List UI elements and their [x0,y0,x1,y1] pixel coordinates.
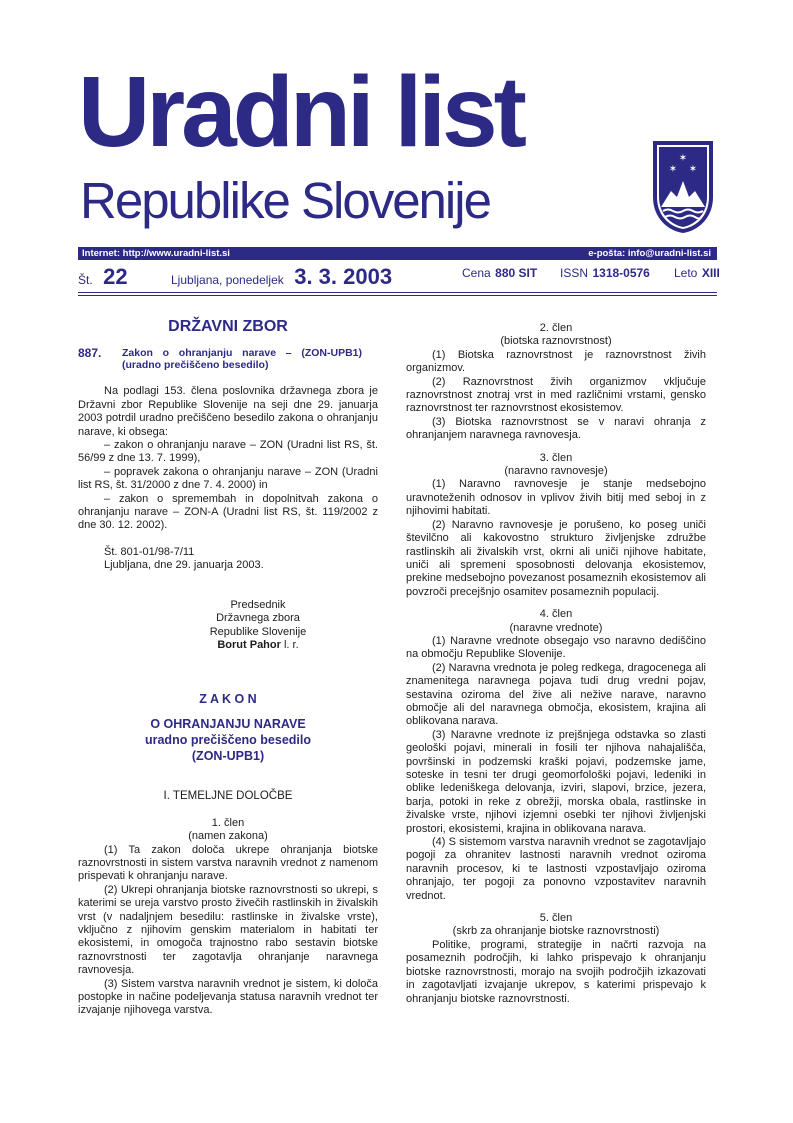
section-heading: DRŽAVNI ZBOR [168,318,288,335]
price-value: 880 SIT [495,266,538,280]
svg-text:✶: ✶ [688,164,698,175]
paragraph: (1) Naravne vrednote obsegajo vso naravno dediščino na območju Republike Slovenije. [406,634,706,661]
law-title: O OHRANJANJU NARAVE [150,717,306,732]
article-title: (skrb za ohranjanje biotske raznovrstnosti) [452,925,660,938]
signature-name-line [78,639,378,652]
signature-name: Borut Pahor [217,638,281,651]
paragraph: (3) Biotska raznovrstnost se v naravi ohranja z ohranjanjem naravnega ravnovesja. [406,415,706,442]
signature-suffix: l. r. [280,638,299,651]
masthead-subtitle: Republike Slovenije [80,172,490,229]
article-title: (biotska raznovrstnost) [500,335,612,348]
paragraph: Politike, programi, strategije in načrti razvoja na posameznih področjih, ki lahko prispevajo k ohranjanju biotske raznovrstnosti, morajo na svojih področjih izkazovati in zagotavljati izvajanje ukrepov, s katerimi prispevajo k ohranjanju biotske raznovrstnosti. [406,938,706,1005]
article-number: 5. člen [539,912,573,925]
issn-value: 1318-0576 [592,266,650,280]
act-heading [78,347,378,371]
header-rule-2 [78,295,717,296]
masthead-title: Uradni list [78,56,523,168]
coat-of-arms-icon [651,139,715,235]
law-heading: Z A K O N [199,692,257,707]
issue-date [171,264,392,290]
reference-number: Št. 801-01/98-7/11 [104,545,195,558]
paragraph: (1) Biotska raznovrstnost je raznovrstnost živih organizmov. [406,348,706,375]
paragraph: (3) Naravne vrednote iz prejšnjega odstavka so zlasti geološki pojavi, minerali in fosili ter njihova nahajališča, površinski in podzemski kraški pojavi, podzemske jame, soteske in tesni ter drugi geomorfološki pojavi, ledeniki in oblike ledeniškega delovanja, izviri, slapovi, brzice, jezera, barja, potoki in reke z obrežji, morska obala, rastlinske in živalske vrste, njihovi izjemni osebki ter njihovi življenjski prostori, ekosistemi, krajina in oblikovana narava. [406,728,706,835]
signature-role: Državnega zbora [216,612,300,625]
issue-date-value: 3. 3. 2003 [294,264,393,289]
article-number: 2. člen [539,322,573,334]
svg-text:✶: ✶ [668,164,678,175]
right-column [406,322,706,1006]
issue-price [462,264,537,290]
article-title: (naravno ravnovesje) [504,465,608,478]
issue-issn [560,264,650,290]
issn-label: ISSN [560,266,589,280]
issue-year [674,264,720,290]
paragraph: (2) Naravno ravnovesje je porušeno, ko poseg uniči številčno ali kakovostno strukturo življenjske združbe rastlinskih ali živalskih vrst, okrni ali uniči njihove habitate, uniči ali spremeni sposobnosti delovanja ekosistemov, prekine medsebojno povezanost posameznih ekosistemov ali povzroči precejšnjo osamitev posameznih populacij. [406,518,706,598]
signature-role: Predsednik [230,598,286,611]
header-rule [78,292,717,293]
year-label: Leto [674,266,698,280]
issue-number-value: 22 [103,264,128,289]
paragraph: (2) Raznovrstnost živih organizmov vključuje raznovrstnost znotraj vrst in med različnimi vrstami, gensko raznovrstnost ter raznovrstnost ekosistemov. [406,375,706,415]
left-column [78,300,378,1018]
paragraph: (3) Sistem varstva naravnih vrednot je sistem, ki določa postopke in načine podeljevanja statusa naravnih vrednot ter izvajanje njihovega varstva. [78,977,378,1017]
paragraph: (1) Naravno ravnovesje je stanje medsebojno uravnoteženih odnosov in vplivov živih bitij med seboj in z njihovimi habitati. [406,478,706,518]
paragraph: (4) S sistemom varstva naravnih vrednot se zagotavljajo pogoji za ohranitev lastnosti naravnih vrednot oziroma naravnih procesov, ki te lastnosti vzpostavljajo oziroma ohranjajo, ter pogoji za ponovno vzpostavitev naravnih vrednot. [406,836,706,902]
reference-date: Ljubljana, dne 29. januarja 2003. [104,559,264,572]
act-title: Zakon o ohranjanju narave – (ZON-UPB1) (uradno prečiščeno besedilo) [122,347,362,372]
email-link[interactable]: e-pošta: info@uradni-list.si [588,248,711,259]
svg-text:✶: ✶ [678,153,688,164]
issue-number [78,264,128,290]
internet-link[interactable]: Internet: http://www.uradni-list.si [82,248,230,259]
list-item: – zakon o spremembah in dopolnitvah zakona o ohranjanju narave – ZON-A (Uradni list RS, št. 119/2002 z dne 30. 12. 2002). [78,492,378,532]
intro-paragraph: Na podlagi 153. člena poslovnika državnega zbora je Državni zbor Republike Slovenije na seji dne 29. januarja 2003 potrdil uradno prečiščeno besedilo zakona o ohranjanju narave, ki obsega: [78,385,378,438]
price-label: Cena [462,266,491,280]
article-number: 3. člen [539,451,573,464]
year-value: XIII [701,266,720,280]
article-number: 4. člen [539,608,573,621]
act-number: 887. [78,346,102,361]
issue-number-label: Št. [78,273,93,287]
list-item: – popravek zakona o ohranjanju narave – ZON (Uradni list RS, št. 31/2000 z dne 7. 4. 2000) in [78,465,378,492]
contact-bar [78,247,717,260]
issue-place-label: Ljubljana, ponedeljek [171,273,284,287]
signature-role: Republike Slovenije [209,625,307,638]
list-item: – zakon o ohranjanju narave – ZON (Uradni list RS, št. 56/99 z dne 13. 7. 1999), [78,439,378,465]
article-number: 1. člen [211,816,245,829]
chapter-heading: I. TEMELJNE DOLOČBE [163,790,293,803]
paragraph: (2) Ukrepi ohranjanja biotske raznovrstnosti so ukrepi, s katerimi se ureja varstvo prosto živečih rastlinskih in živalskih vrst (v nadaljnjem besedilu: rastlinske in živalske vrste), vključno z njihovim genskim materialom in habitati ter ekosistemi, in omogoča trajnostno rabo sestavin biotske raznovrstnosti ter zagotavlja ohranjanje naravnega ravnovesja. [78,883,378,977]
paragraph: (2) Naravna vrednota je poleg redkega, dragocenega ali znamenitega naravnega pojava tudi drug vredni pojav, sestavina oziroma del žive ali nežive narave, naravno območje ali del naravnega območja, ekosistem, krajina ali oblikovana narava. [406,661,706,728]
law-subtitle: uradno prečiščeno besedilo [144,733,311,748]
article-title: (namen zakona) [188,830,268,843]
paragraph: (1) Ta zakon določa ukrepe ohranjanja biotske raznovrstnosti in sistem varstva naravnih vrednot z namenom prispevati k ohranjanju narave. [78,843,378,883]
law-abbreviation: (ZON-UPB1) [191,749,265,764]
article-title: (naravne vrednote) [509,621,603,634]
